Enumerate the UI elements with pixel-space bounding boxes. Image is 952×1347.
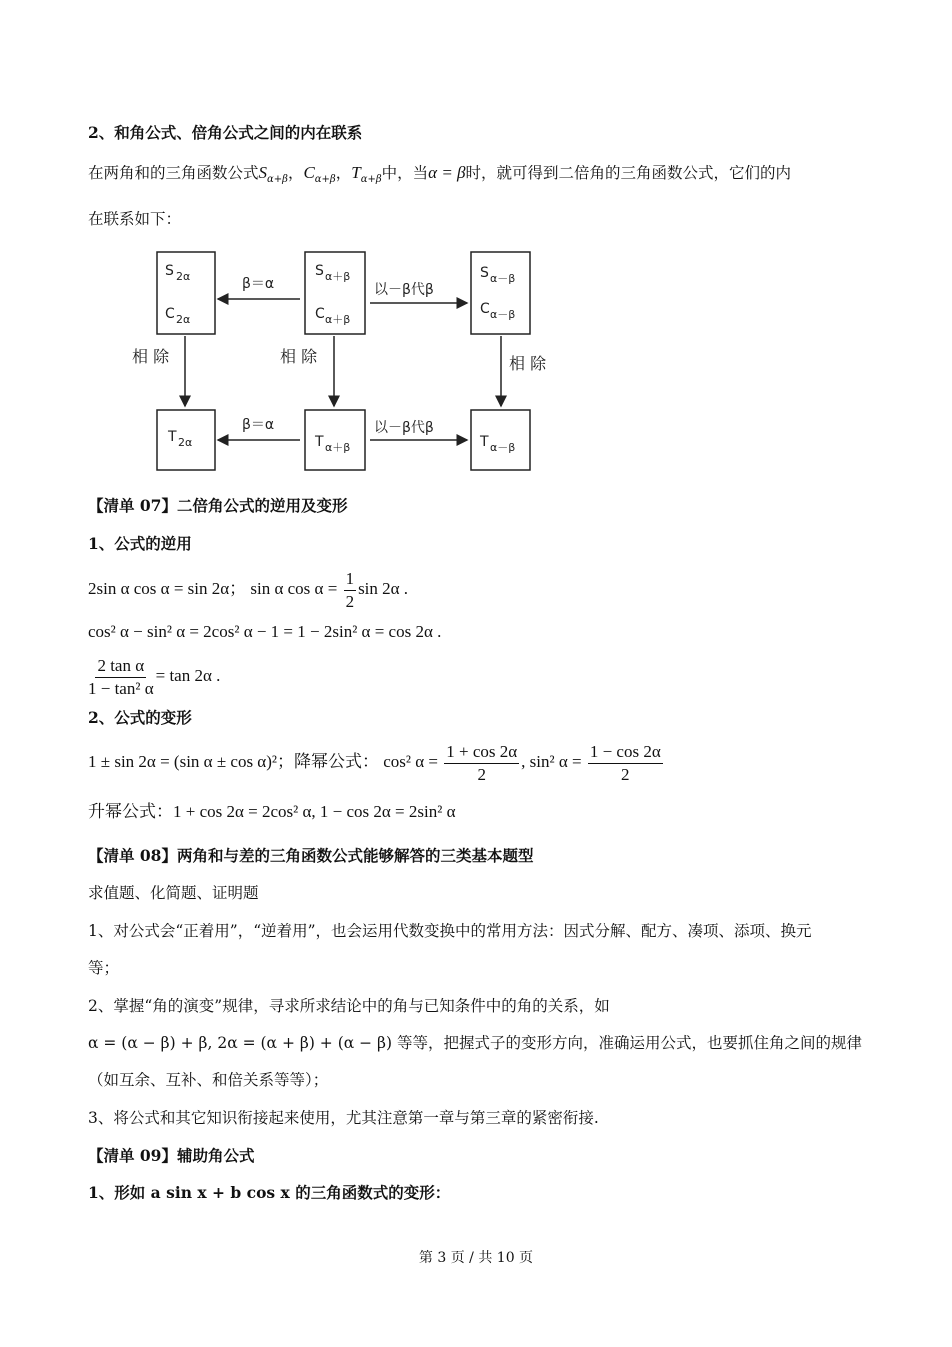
formula [88, 567, 408, 613]
section-heading: 【清单 09】辅助角公式 [88, 1146, 255, 1165]
numerator: 1 [344, 568, 357, 591]
page-footer: 第 3 页 / 共 10 页 [418, 1250, 534, 1266]
numerator: 1 + cos 2α [444, 741, 519, 764]
denominator: 1 − tan² α [88, 678, 154, 698]
label: C [315, 306, 325, 322]
fraction [588, 741, 663, 786]
text: 时，就可得到二倍角的三角函数公式，它们的内 [465, 164, 792, 182]
paragraph: 3、将公式和其它知识衔接起来使用，尤其注意第一章与第三章的紧密衔接. [88, 1109, 599, 1127]
label: 相 除 [509, 354, 547, 373]
label: T [168, 429, 177, 445]
formula: cos² α − sin² α = 2cos² α − 1 = 1 − 2sin² α = cos 2α . [88, 622, 442, 641]
label: T [315, 434, 324, 450]
text: ， [287, 164, 304, 182]
fraction [444, 741, 519, 786]
label: α－β [490, 441, 516, 454]
box-tab [305, 410, 365, 470]
formula [88, 740, 665, 786]
paragraph: （如互余、互补、和倍关系等等）； [88, 1071, 329, 1089]
paragraph: 1、对公式会“正着用”，“逆着用”，也会运用代数变换中的常用方法：因式分解、配方、凑项、添项、换元 [88, 922, 812, 940]
paragraph: α = (α − β) + β, 2α = (α + β) + (α − β) 等等，把握式子的变形方向，准确运用公式，也要抓住角之间的规律 [88, 1034, 862, 1052]
math: α+β [360, 174, 382, 186]
label: C [165, 306, 175, 322]
label: S [165, 263, 174, 279]
label: 相 除 [280, 347, 318, 366]
relationship-diagram [0, 0, 952, 500]
label: 2α [176, 270, 191, 283]
label: S [480, 265, 489, 281]
math: C [303, 163, 315, 182]
subheading: 1、形如 a sin x + b cos x 的三角函数式的变形： [88, 1183, 451, 1202]
math: α = β [428, 163, 466, 182]
math: = tan 2α . [155, 666, 221, 685]
section-heading: 2、和角公式、倍角公式之间的内在联系 [88, 123, 363, 142]
subheading: 2、公式的变形 [88, 708, 192, 727]
formula: 升幂公式：1 + cos 2α = 2cos² α, 1 − cos 2α = 2sin² α [88, 802, 456, 821]
label: 以－β代β [374, 420, 434, 436]
label: T [480, 434, 489, 450]
label: 相 除 [132, 347, 170, 366]
math: α+β [314, 174, 336, 186]
paragraph: 2、掌握“角的演变”规律，寻求所求结论中的角与已知条件中的角的关系，如 [88, 997, 610, 1015]
label: α＋β [325, 441, 351, 454]
section-heading: 【清单 08】两角和与差的三角函数公式能够解答的三类基本题型 [88, 846, 534, 865]
label: α－β [490, 308, 516, 321]
label: 以－β代β [374, 282, 434, 298]
section-heading: 【清单 07】二倍角公式的逆用及变形 [88, 496, 348, 515]
math: sin 2α . [358, 579, 409, 598]
math: 1 ± sin 2α = (sin α ± cos α)²；降幂公式： cos² α = [88, 752, 443, 771]
label: β＝α [242, 417, 275, 433]
formula [88, 654, 220, 700]
fraction [344, 568, 357, 613]
label: S [315, 263, 324, 279]
text: ， [335, 164, 352, 182]
paragraph: 求值题、化简题、证明题 [88, 884, 259, 902]
label: β＝α [242, 276, 275, 292]
fraction [88, 655, 154, 700]
math: S [258, 163, 268, 182]
math: , sin² α = [521, 752, 586, 771]
subheading: 1、公式的逆用 [88, 534, 192, 553]
numerator: 2 tan α [95, 655, 146, 678]
math: T [351, 163, 361, 182]
denominator: 2 [345, 591, 355, 611]
label: C [480, 301, 490, 317]
math: α+β [267, 174, 288, 186]
denominator: 2 [621, 764, 630, 784]
numerator: 1 − cos 2α [588, 741, 663, 764]
paragraph: 在联系如下： [88, 210, 182, 228]
label: α－β [490, 272, 516, 285]
paragraph: 等； [88, 959, 120, 977]
text: 中，当 [381, 164, 429, 182]
text: 在两角和的三角函数公式 [88, 164, 259, 182]
label: α＋β [325, 270, 351, 283]
label: α＋β [325, 313, 351, 326]
math: 2sin α cos α = sin 2α； sin α cos α = [88, 579, 342, 598]
label: 2α [176, 313, 191, 326]
denominator: 2 [477, 764, 486, 784]
label: 2α [178, 436, 193, 449]
